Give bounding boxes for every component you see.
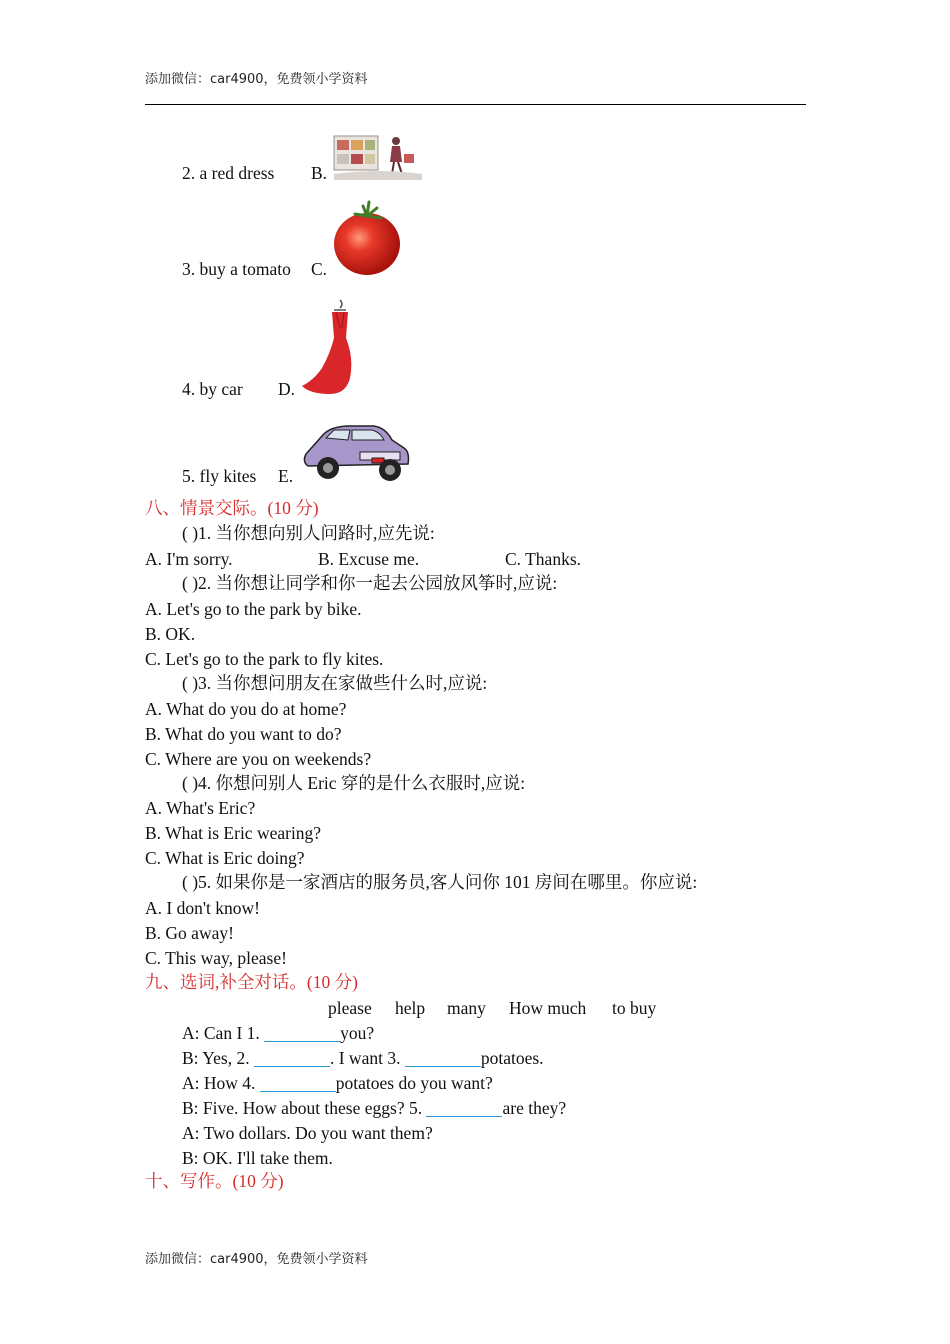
match-letter: B.	[311, 163, 328, 183]
question-4-option-a: A. What's Eric?	[145, 798, 256, 818]
shopping-scene-image	[332, 132, 424, 182]
dialogue-line-2	[182, 1050, 544, 1068]
question-2-option-c: C. Let's go to the park to fly kites.	[145, 649, 384, 669]
dialogue-text: potatoes.	[480, 1048, 544, 1068]
match-item-2	[182, 163, 328, 183]
page-footer: 添加微信：car4900，免费领小学资料	[145, 1252, 368, 1267]
dialogue-text: potatoes do you want?	[335, 1073, 493, 1093]
word-bank-please: please	[328, 998, 372, 1018]
dialogue-text: you?	[340, 1023, 375, 1043]
match-item-4	[182, 379, 296, 399]
dialogue-text: A: Can I 1.	[182, 1023, 260, 1043]
word-bank-to-buy: to buy	[612, 998, 657, 1018]
question-2-prompt: ( )2. 当你想让同学和你一起去公园放风筝时,应说:	[182, 573, 558, 593]
question-5-option-c: C. This way, please!	[145, 948, 287, 968]
question-4-prompt: ( )4. 你想问别人 Eric 穿的是什么衣服时,应说:	[182, 773, 526, 793]
dialogue-line-3	[182, 1075, 493, 1093]
car-image	[300, 418, 412, 484]
match-letter: D.	[278, 379, 296, 399]
dialogue-line-1	[182, 1025, 374, 1043]
match-item-text: 2. a red dress	[182, 163, 275, 183]
page-header: 添加微信：car4900，免费领小学资料	[145, 72, 368, 87]
match-letter: E.	[278, 466, 294, 486]
match-item-text: 5. fly kites	[182, 466, 257, 486]
answer-blank-2[interactable]	[254, 1052, 330, 1067]
question-3-option-a: A. What do you do at home?	[145, 699, 347, 719]
answer-blank-5[interactable]	[426, 1102, 502, 1117]
question-5-prompt: ( )5. 如果你是一家酒店的服务员,客人问你 101 房间在哪里。你应说:	[182, 872, 698, 892]
match-item-text: 4. by car	[182, 379, 243, 399]
question-1-prompt: ( )1. 当你想向别人问路时,应先说:	[182, 523, 435, 543]
dialogue-text: . I want 3.	[329, 1048, 401, 1068]
dialogue-text: B: Yes, 2.	[182, 1048, 250, 1068]
question-1-option-b: B. Excuse me.	[318, 549, 420, 569]
question-3-option-c: C. Where are you on weekends?	[145, 749, 372, 769]
question-3-prompt: ( )3. 当你想问朋友在家做些什么时,应说:	[182, 673, 488, 693]
question-1-option-a: A. I'm sorry.	[145, 549, 233, 569]
answer-blank-4[interactable]	[260, 1077, 336, 1092]
question-4-option-b: B. What is Eric wearing?	[145, 823, 322, 843]
dialogue-line-4	[182, 1100, 566, 1118]
word-bank-how-much: How much	[509, 998, 587, 1018]
question-3-option-b: B. What do you want to do?	[145, 724, 342, 744]
header-divider	[145, 104, 806, 105]
question-1-option-c: C. Thanks.	[505, 549, 581, 569]
match-item-5	[182, 466, 294, 486]
question-5-option-b: B. Go away!	[145, 923, 234, 943]
dialogue-line-5: A: Two dollars. Do you want them?	[182, 1123, 433, 1143]
red-dress-image	[300, 298, 360, 398]
answer-blank-3[interactable]	[405, 1052, 481, 1067]
dialogue-line-6: B: OK. I'll take them.	[182, 1148, 333, 1168]
question-5-option-a: A. I don't know!	[145, 898, 260, 918]
dialogue-text: B: Five. How about these eggs? 5.	[182, 1098, 423, 1118]
match-item-text: 3. buy a tomato	[182, 259, 291, 279]
question-2-option-a: A. Let's go to the park by bike.	[145, 599, 362, 619]
dialogue-text: are they?	[502, 1098, 567, 1118]
answer-blank-1[interactable]	[264, 1027, 340, 1042]
section-10-title: 十、写作。(10 分)	[145, 1171, 284, 1191]
match-item-3	[182, 259, 328, 279]
match-letter: C.	[311, 259, 328, 279]
word-bank-many: many	[447, 998, 486, 1018]
tomato-image	[333, 198, 403, 278]
question-2-option-b: B. OK.	[145, 624, 196, 644]
section-8-title: 八、情景交际。(10 分)	[145, 498, 319, 518]
section-9-title: 九、选词,补全对话。(10 分)	[145, 972, 358, 992]
question-4-option-c: C. What is Eric doing?	[145, 848, 305, 868]
dialogue-text: A: How 4.	[182, 1073, 256, 1093]
word-bank-help: help	[395, 998, 426, 1018]
